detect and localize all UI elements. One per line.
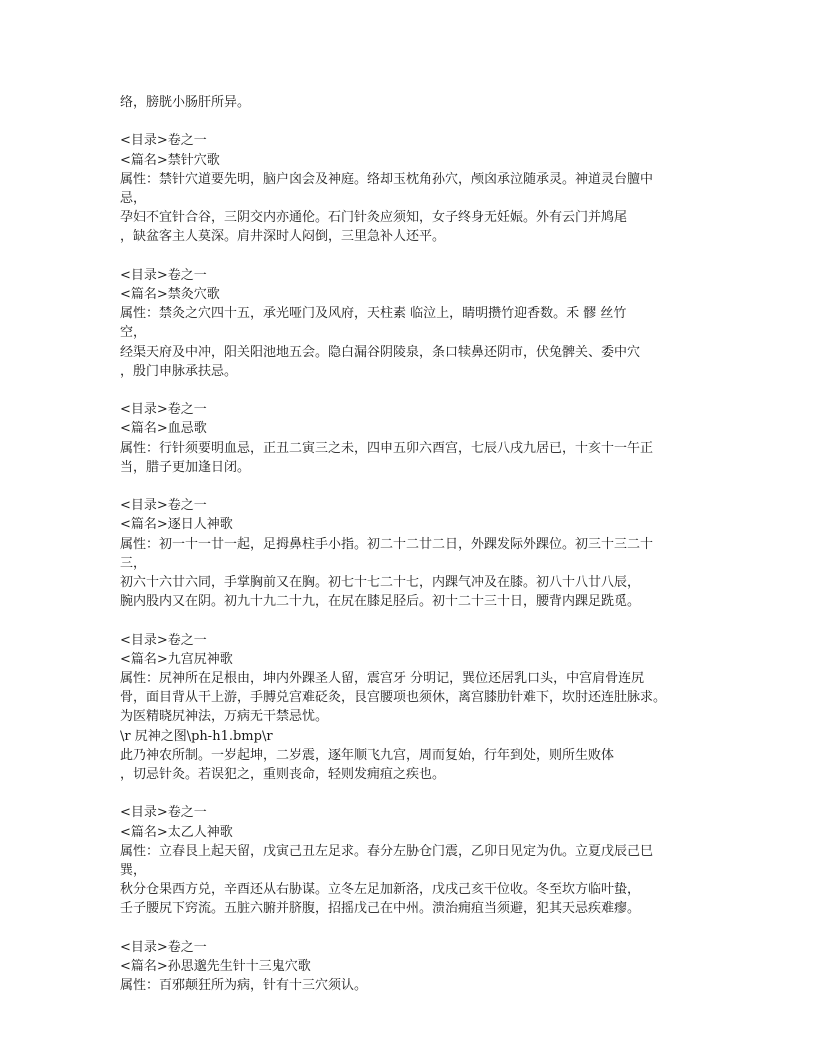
text-line: 初六十六廿六同，手掌胸前又在胸。初七十七二十七，内踝气冲及在膝。初八十八廿八辰， [120,575,641,591]
text-line: 当，腊子更加逢日闭。 [120,459,251,475]
text-line: 忌， [120,191,147,206]
blank-line [120,919,720,938]
text-line: <篇名>逐日人神歌 [120,517,233,533]
blank-line [120,477,720,496]
text-line: 腕内股内又在阴。初九十九二十九，在尻在膝足胫后。初十二十三十日，腰背内踝足跣觅。 [120,594,641,610]
text-line: <目录>卷之一 [120,498,207,514]
text-line: <篇名>禁针穴歌 [120,152,220,168]
text-line: <篇名>太乙人神歌 [120,824,233,840]
text-line: <目录>卷之一 [120,267,207,283]
text-line: 属性：百邪颠狂所为病，针有十三穴须认。 [120,978,368,994]
text-line: 壬子腰尻下窍流。五脏六腑并脐腹，招摇戊己在中州。溃治痈疽当须避，犯其天忌疾难瘳。 [120,901,641,917]
document-page [120,93,720,995]
text-line: 属性：立春艮上起天留，戊寅己丑左足求。春分左胁仓门震，乙卯日见定为仇。立夏戊辰己巳 [120,843,654,859]
text-line: ，缺盆客主人莫深。肩井深时人闷倒，三里急补人还平。 [120,229,446,245]
text-line: ，切忌针灸。若误犯之，重则丧命，轻则发痈疽之疾也。 [120,767,446,783]
text-line: <目录>卷之一 [120,632,207,648]
text-line: 属性：初一十一廿一起，足拇鼻柱手小指。初二十二廿二日，外踝发际外踝位。初三十三二十 [120,536,654,552]
text-line: 此乃神农所制。一岁起坤，二岁震，逐年顺飞九宫，周而复始，行年到处，则所生败体 [120,747,615,763]
blank-line [120,784,720,803]
blank-line [120,381,720,400]
blank-line [120,112,720,131]
blank-line [120,247,720,266]
text-line: <目录>卷之一 [120,133,207,149]
text-line: <篇名>九宫尻神歌 [120,651,233,667]
text-line: <篇名>禁灸穴歌 [120,287,220,302]
text-line: 属性：禁灸之穴四十五，承光哑门及风府，天柱素 临泣上，睛明攒竹迎香数。禾 髎 丝竹 [120,306,627,322]
text-line: 骨，面目背从干上游，手膊兑宫难砭灸，艮宫腰项也须休，离宫膝肋针难下，坎肘还连肚脉求。 [120,690,667,706]
text-line: 经渠天府及中冲，阳关阳池地五会。隐白漏谷阴陵泉，条口犊鼻还阴市，伏兔髀关、委中穴 [120,344,641,360]
text-line: 属性：禁针穴道要先明，脑户囟会及神庭。络却玉枕角孙穴，颅囟承泣随承灵。神道灵台膻中 [120,171,654,187]
text-line: 秋分仓果西方兑，辛酉还从右胁谋。立冬左足加新洛，戊戌己亥干位收。冬至坎方临叶蛰， [120,882,641,898]
text-line: 络，膀胱小肠肝所异。 [120,95,251,110]
text-line: 属性：尻神所在足根由，坤内外踝圣人留，震宫牙 分明记，巽位还居乳口头，中宫肩骨连尻 [120,671,645,687]
text-line: <篇名>血忌歌 [120,421,207,437]
text-line: 为医精晓尻神法，万病无干禁忌忧。 [120,709,329,725]
blank-line [120,611,720,630]
text-line: 三， [120,555,147,571]
text-line: 空， [120,325,147,341]
text-line: <目录>卷之一 [120,805,207,821]
text-line: 属性：行针须要明血忌，正丑二寅三之未，四申五卯六酉宫，七辰八戌九居已，十亥十一午正 [120,440,654,456]
text-line: <目录>卷之一 [120,939,207,955]
text-line: 孕妇不宜针合谷，三阴交内亦通伦。石门针灸应须知，女子终身无妊娠。外有云门并鸠尾 [120,210,628,226]
text-line: ，殷门申脉承扶忌。 [120,363,238,379]
text-line: 巽， [120,863,147,879]
document-body [120,93,720,995]
text-line: <篇名>孙思邈先生针十三鬼穴歌 [120,959,311,975]
text-line: <目录>卷之一 [120,402,207,418]
text-line: \r 尻神之图\ph-h1.bmp\r [120,728,273,744]
